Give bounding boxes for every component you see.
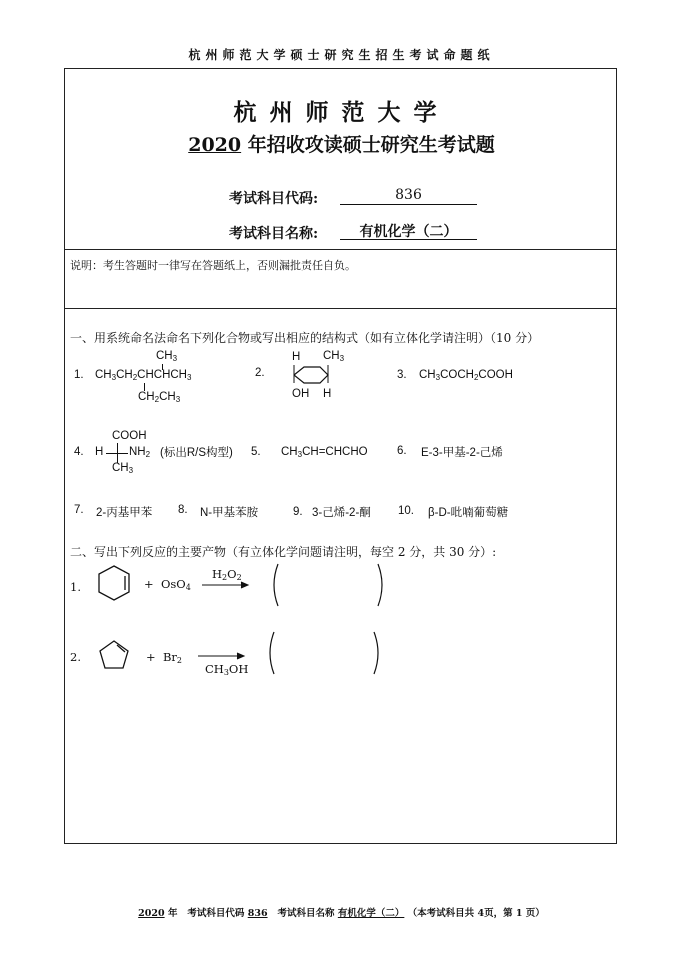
atom-label-h: H: [292, 351, 301, 363]
divider: [64, 308, 617, 309]
atom-label-h: H: [95, 446, 104, 458]
reaction-number: 1.: [70, 580, 81, 594]
compound-name: 2-丙基甲苯: [96, 507, 153, 519]
reagent: + OsO$_4$: [144, 577, 191, 592]
compound-name: 3-己烯-2-酮: [312, 507, 371, 519]
configuration-note: (标出R/S构型): [160, 447, 233, 459]
reaction-arrow: [198, 652, 246, 660]
subject-code-label: 考试科目代码:: [229, 191, 319, 207]
item-number: 5.: [251, 446, 261, 458]
reaction-condition: $CH_3OH$: [205, 662, 249, 677]
reaction-condition: $H_2O_2$: [212, 567, 242, 582]
cyclohexane-chair: [290, 361, 332, 389]
item-number: 2.: [255, 367, 265, 379]
page-header-title: 杭州师范大学硕士研究生招生考试命题纸: [188, 48, 495, 62]
subject-name: 有机化学（二）: [340, 221, 477, 240]
footer-code-label: 考试科目代码: [187, 908, 245, 919]
compound-name: E-3-甲基-2-己烯: [421, 447, 503, 459]
item-number: 9.: [293, 506, 303, 518]
subject-name-label: 考试科目名称:: [229, 226, 319, 242]
footer-year-label: 年: [167, 908, 178, 919]
item-number: 7.: [74, 504, 84, 516]
substituent-bottom: $CH_2CH_3$: [138, 391, 181, 404]
subject-code: 836: [340, 187, 477, 205]
cyclopentene-structure: [97, 638, 131, 672]
atom-label-ch3: $CH_3$: [323, 350, 345, 363]
instruction-note: 说明：考生答题时一律写在答题纸上，否则漏批责任自负。: [70, 259, 356, 272]
atom-label-ch3: $CH_3$: [112, 462, 134, 475]
exam-title-text: 年招收攻读硕士研究生考试题: [247, 134, 495, 156]
formula: $CH_3COCH_2COOH$: [419, 369, 513, 382]
reagent: + $Br_2$: [146, 650, 182, 665]
footer-name-label: 考试科目名称: [277, 908, 335, 919]
item-number: 1.: [74, 369, 84, 381]
section2-title: 二、写出下列反应的主要产物（有立体化学问题请注明，每空 2 分，共 30 分）:: [70, 545, 497, 559]
compound-name: N-甲基苯胺: [200, 507, 259, 519]
footer-page-info: （本考试科目共 4页，第 1 页）: [407, 908, 545, 919]
bond: [144, 383, 145, 391]
footer-name: 有机化学（二）: [337, 908, 405, 919]
section1-title: 一、用系统命名法命名下列化合物或写出相应的结构式（如有立体化学请注明）（10 分）: [70, 331, 540, 345]
footer-year: 2020: [138, 908, 165, 919]
atom-label-nh2: $NH_2$: [129, 446, 151, 459]
substituent-top: $CH_3$: [156, 350, 178, 363]
item-number: 3.: [397, 369, 407, 381]
atom-label-oh: OH: [292, 388, 310, 400]
fischer-horizontal-bond: [106, 453, 128, 454]
item-number: 8.: [178, 504, 188, 516]
reaction-arrow: [202, 581, 250, 589]
product-answer-bracket[interactable]: [266, 630, 384, 676]
atom-label-cooh: COOH: [112, 430, 147, 442]
compound-name: β-D-吡喃葡萄糖: [428, 507, 509, 519]
exam-title: [0, 130, 683, 157]
cyclohexene-structure: [96, 563, 132, 603]
exam-year: 2020: [188, 134, 242, 156]
university-name: 杭州师范大学: [233, 99, 450, 126]
item-number: 6.: [397, 445, 407, 457]
page-footer: [0, 905, 683, 919]
formula-main: $CH_3CH_2CHCHCH_3$: [95, 369, 192, 382]
item-number: 10.: [398, 505, 414, 517]
formula: $CH_3CH=CHCHO$: [281, 446, 368, 459]
divider: [64, 249, 617, 250]
item-number: 4.: [74, 446, 84, 458]
reaction-number: 2.: [70, 650, 81, 664]
product-answer-bracket[interactable]: [270, 562, 388, 608]
atom-label-h: H: [323, 388, 332, 400]
footer-code: 836: [247, 908, 268, 919]
